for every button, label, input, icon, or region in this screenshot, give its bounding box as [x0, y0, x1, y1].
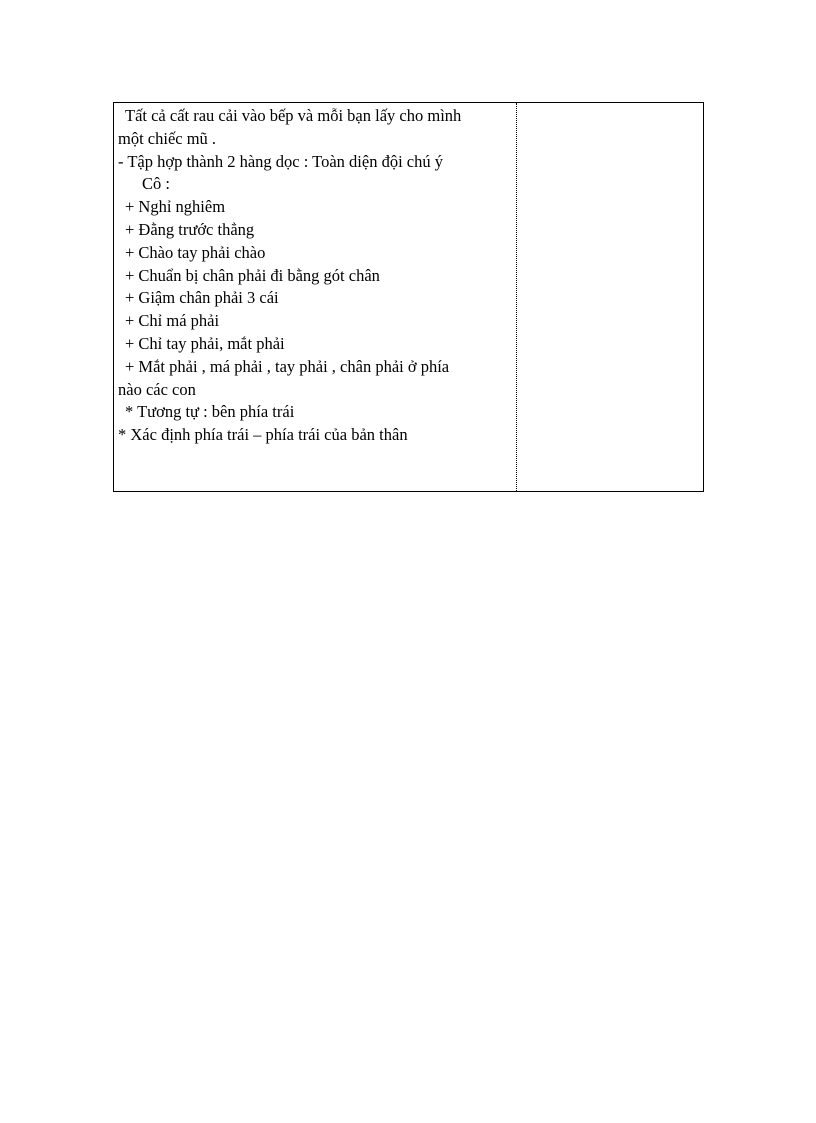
bullet-line: + Giậm chân phải 3 cái: [125, 288, 279, 308]
text-line: một chiếc mũ .: [118, 128, 217, 148]
lesson-table: [113, 102, 704, 492]
text-line: - Tập hợp thành 2 hàng dọc : Toàn diện đội chú ý: [118, 151, 443, 171]
note-line: * Tương tự : bên phía trái: [125, 402, 295, 422]
bullet-line: + Đằng trước thẳng: [125, 219, 255, 239]
text-line: Cô :: [142, 174, 170, 194]
text-line: nào các con: [118, 379, 196, 399]
bullet-line: + Chào tay phải chào: [125, 242, 266, 262]
bullet-line: + Chuẩn bị chân phải đi bằng gót chân: [125, 265, 380, 285]
text-line: Tất cả cất rau cải vào bếp và mỗi bạn lấy cho mình: [125, 106, 462, 125]
bullet-line: + Chỉ tay phải, mắt phải: [125, 333, 285, 353]
notes-cell: [517, 103, 703, 491]
bullet-line: + Nghỉ nghiêm: [125, 197, 226, 217]
bullet-line: + Mắt phải , má phải , tay phải , chân phải ở phía: [125, 356, 450, 376]
activity-cell: [114, 103, 517, 491]
bullet-line: + Chỉ má phải: [125, 311, 220, 331]
note-line: * Xác định phía trái – phía trái của bản thân: [118, 425, 408, 445]
